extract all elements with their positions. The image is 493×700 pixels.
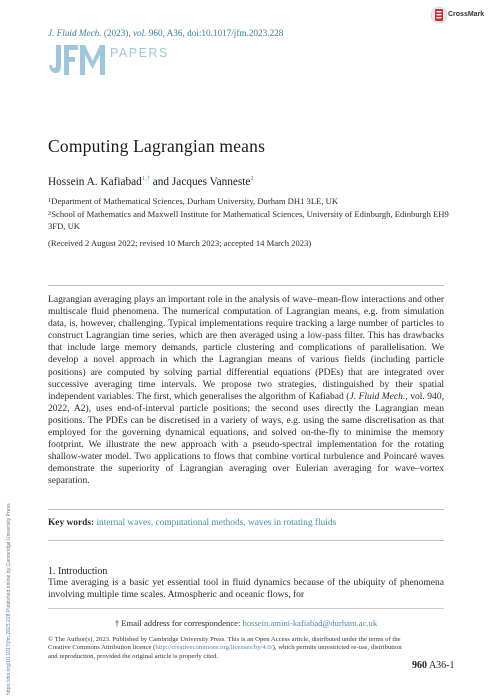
footnote-prefix: † Email address for correspondence: (114, 618, 243, 628)
jfm-papers-logo (48, 43, 218, 77)
vertical-doi-sidebar (6, 503, 12, 695)
email-link[interactable]: hossein.amini-kafiabad@durham.ac.uk (242, 618, 378, 628)
affiliation-2 (48, 209, 458, 232)
sidebar-text: Published online by Cambridge University Press (6, 503, 12, 614)
affiliation-text: School of Mathematics and Maxwell Institute for Mathematical Sciences, University of Edinburgh, Edinburgh EH9 3FD, UK (48, 209, 449, 231)
keywords-label: Key words: (48, 518, 95, 528)
page-article-number: A36-1 (427, 660, 455, 671)
section-heading: 1. Introduction (48, 566, 108, 577)
introduction-text: Time averaging is a basic yet essential tool in fluid dynamics because of the ubiquity of phenomena involving multiple time scales. Atmospheric and oceanic flows, for (48, 577, 444, 601)
author-line (48, 176, 254, 188)
journal-vol-prefix: vol. (132, 28, 147, 38)
journal-citation-line (48, 28, 283, 38)
abstract-bottom-rule (48, 509, 444, 510)
journal-year: (2023), (101, 28, 133, 38)
footnote-rule (48, 608, 444, 609)
licence-link[interactable]: http://creativecommons.org/licenses/by/4.0/ (155, 644, 273, 652)
author-name: Hossein A. Kafiabad (48, 176, 142, 188)
crossmark-label: CrossMark (448, 11, 485, 18)
journal-volume-doi: 960, A36, doi:10.1017/jfm.2023.228 (146, 28, 284, 38)
abstract-text: , vol. 940, 2022, A2), uses end-of-interval particle positions; the second uses directly the Lagrangian mean positions. The PDEs can be discretised in a variety of ways, e.g. using the same discretisation as that employed for the governing dynamical equations, and solved on-the-fly to minimise the memory footprint. We illustrate the new approach with a pseudo-spectral implementation for the rotating shallow-water model. Two applications to flows that combine vortical turbulence and Poincaré waves demonstrate the superiority of Lagrangian averaging over Eulerian averaging for wave–vortex separation. (48, 390, 444, 487)
abstract-text: Lagrangian averaging plays an important role in the analysis of wave–mean-flow interactions and other multiscale fluid phenomena. The numerical computation of Lagrangian means, e.g. from simulation data, is, however, challenging. Typical implementations require tracking a large number of particles to construct Lagrangian time series, which are then averaged using a low-pass filter. This has drawbacks that include large memory demands, particle clustering and complications of parallelisation. We develop a novel approach in which the Lagrangian means of various fields (including particle positions) are computed by solving partial differential equations (PDEs) that are integrated over successive averaging time intervals. We propose two strategies, distinguished by their spatial independent variables. The first, which generalises the algorithm of Kafiabad ( (48, 294, 444, 402)
author-affiliation-mark: 2 (250, 175, 254, 182)
doi-link[interactable]: https://doi.org/10.1017/jfm.2023.228 (6, 613, 12, 695)
copyright-text: ), which permits unrestricted re-use, distribution and reproduction, provided the original article is properly cited. (48, 644, 402, 660)
received-dates: (Received 2 August 2022; revised 10 March 2023; accepted 14 March 2023) (48, 238, 312, 248)
author-name: Jacques Vanneste (171, 176, 251, 188)
affiliation-mark: 1 (48, 197, 52, 204)
copyright-notice (48, 636, 403, 661)
page-volume: 960 (412, 660, 427, 671)
journal-name: J. Fluid Mech. (48, 28, 102, 38)
keywords-list[interactable]: internal waves, computational methods, waves in rotating fluids (94, 518, 337, 528)
affiliation-mark: 2 (48, 210, 52, 217)
keywords (48, 518, 336, 528)
abstract (48, 294, 444, 488)
affiliation-1 (48, 196, 458, 208)
logo-papers-word: PAPERS (110, 46, 169, 60)
abstract-top-rule (48, 285, 444, 286)
keywords-rule (48, 540, 444, 541)
paper-title: Computing Lagrangian means (48, 136, 266, 156)
correspondence-footnote (48, 618, 444, 628)
affiliation-text: Department of Mathematical Sciences, Durham University, Durham DH1 3LE, UK (51, 196, 339, 206)
page-number (412, 660, 455, 671)
author-dagger-mark[interactable]: † (146, 175, 150, 182)
abstract-citation-journal: J. Fluid Mech. (349, 390, 406, 402)
author-joiner: and (149, 176, 172, 188)
author-affiliation-mark: 1, (141, 175, 147, 182)
copyright-text: © The Author(s), 2023. Published by Cambridge University Press. This is an Open Access article, distributed under the terms of the Creative Commons Attribution licence ( (48, 636, 401, 652)
